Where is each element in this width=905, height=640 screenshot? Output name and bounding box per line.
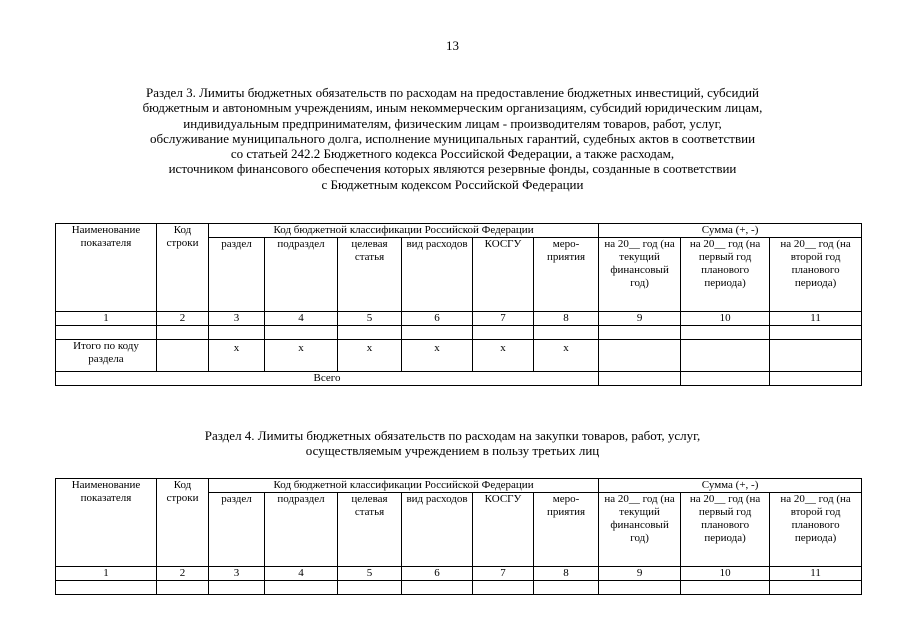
table-cell xyxy=(157,326,209,340)
col-number: 6 xyxy=(402,312,473,326)
table-cell xyxy=(681,340,770,372)
col-number: 10 xyxy=(681,567,770,581)
col-number: 2 xyxy=(157,312,209,326)
col-number: 10 xyxy=(681,312,770,326)
col-number: 8 xyxy=(534,567,599,581)
col-number: 3 xyxy=(209,312,265,326)
section-3-heading xyxy=(40,85,865,192)
table-cell xyxy=(265,326,338,340)
subheader-vid: вид расходов xyxy=(402,238,473,312)
header-kbk: Код бюджетной классификации Российской Федерации xyxy=(209,224,599,238)
table-cell xyxy=(770,372,862,386)
table-cell xyxy=(338,581,402,595)
table-cell xyxy=(473,326,534,340)
itogo-row xyxy=(56,340,862,372)
table-cell xyxy=(473,581,534,595)
table-cell xyxy=(534,326,599,340)
subheader-kosgu: КОСГУ xyxy=(473,493,534,567)
heading-line: Раздел 3. Лимиты бюджетных обязательств по расходам на предоставление бюджетных инвестиций, субсидий xyxy=(146,85,759,100)
subheader-year-2: на 20__ год (на первый год планового периода) xyxy=(681,493,770,567)
heading-line: со статьей 242.2 Бюджетного кодекса Российской Федерации, а также расходам, xyxy=(230,146,675,162)
table-cell xyxy=(599,340,681,372)
col-number: 11 xyxy=(770,312,862,326)
header-sum: Сумма (+, -) xyxy=(599,479,862,493)
col-number: 6 xyxy=(402,567,473,581)
subheader-year-1: на 20__ год (на текущий финансовый год) xyxy=(599,493,681,567)
table-cell xyxy=(681,326,770,340)
subheader-kosgu: КОСГУ xyxy=(473,238,534,312)
table-cell xyxy=(770,340,862,372)
x-mark: х xyxy=(534,340,599,372)
table-cell xyxy=(402,581,473,595)
itogo-label: Итого по коду раздела xyxy=(56,340,157,372)
heading-line: индивидуальным предпринимателям, физическим лицам - производителям товаров, работ, услуг, xyxy=(183,115,722,131)
subheader-year-2: на 20__ год (на первый год планового периода) xyxy=(681,238,770,312)
subheader-meropriyatiya: меро-приятия xyxy=(534,238,599,312)
table-cell xyxy=(599,326,681,340)
col-number: 8 xyxy=(534,312,599,326)
col-number: 3 xyxy=(209,567,265,581)
table-cell xyxy=(209,326,265,340)
col-number: 9 xyxy=(599,312,681,326)
x-mark: х xyxy=(338,340,402,372)
header-code: Код строки xyxy=(157,224,209,312)
col-number: 7 xyxy=(473,312,534,326)
heading-line: осуществляемым учреждением в пользу третьих лиц xyxy=(305,443,600,459)
header-sum: Сумма (+, -) xyxy=(599,224,862,238)
col-number: 4 xyxy=(265,567,338,581)
table-row xyxy=(56,326,862,340)
table-cell xyxy=(770,581,862,595)
subheader-vid: вид расходов xyxy=(402,493,473,567)
col-number: 5 xyxy=(338,312,402,326)
heading-line: источником финансового обеспечения которых являются резервные фонды, созданные в соответствии xyxy=(168,161,737,177)
subheader-podrazdel: подраздел xyxy=(265,493,338,567)
subheader-year-1: на 20__ год (на текущий финансовый год) xyxy=(599,238,681,312)
table-cell xyxy=(56,581,157,595)
header-name: Наименование показателя xyxy=(56,479,157,567)
col-number: 9 xyxy=(599,567,681,581)
table-cell xyxy=(770,326,862,340)
table-cell xyxy=(157,581,209,595)
section-4-table xyxy=(55,478,862,595)
table-cell xyxy=(534,581,599,595)
header-code: Код строки xyxy=(157,479,209,567)
table-cell xyxy=(209,581,265,595)
col-number: 7 xyxy=(473,567,534,581)
x-mark: х xyxy=(473,340,534,372)
heading-line: обслуживание муниципального долга, исполнение муниципальных гарантий, судебных актов в соответствии xyxy=(149,130,756,146)
table-cell xyxy=(157,340,209,372)
col-number: 5 xyxy=(338,567,402,581)
table-cell xyxy=(265,581,338,595)
vsego-row xyxy=(56,372,862,386)
x-mark: х xyxy=(402,340,473,372)
col-number: 1 xyxy=(56,567,157,581)
x-mark: х xyxy=(209,340,265,372)
section-3-table xyxy=(55,223,862,386)
section-4-heading xyxy=(40,428,865,459)
heading-line: Раздел 4. Лимиты бюджетных обязательств по расходам на закупки товаров, работ, услуг, xyxy=(204,428,701,443)
subheader-razdel: раздел xyxy=(209,238,265,312)
table-cell xyxy=(599,372,681,386)
table-cell xyxy=(681,372,770,386)
header-name: Наименование показателя xyxy=(56,224,157,312)
subheader-year-3: на 20__ год (на второй год планового периода) xyxy=(770,493,862,567)
subheader-celevaya: целевая статья xyxy=(338,238,402,312)
subheader-podrazdel: подраздел xyxy=(265,238,338,312)
heading-line: бюджетным и автономным учреждениям, иным некоммерческим организациям, субсидий юридическим лицам, xyxy=(142,100,763,116)
table-row xyxy=(56,581,862,595)
page-number: 13 xyxy=(446,38,459,53)
col-number: 1 xyxy=(56,312,157,326)
col-number: 11 xyxy=(770,567,862,581)
header-kbk: Код бюджетной классификации Российской Федерации xyxy=(209,479,599,493)
subheader-year-3: на 20__ год (на второй год планового периода) xyxy=(770,238,862,312)
vsego-label: Всего xyxy=(56,372,599,386)
table-cell xyxy=(338,326,402,340)
subheader-razdel: раздел xyxy=(209,493,265,567)
subheader-celevaya: целевая статья xyxy=(338,493,402,567)
subheader-meropriyatiya: меро-приятия xyxy=(534,493,599,567)
col-number: 2 xyxy=(157,567,209,581)
table-cell xyxy=(56,326,157,340)
heading-line: с Бюджетным кодексом Российской Федерации xyxy=(321,176,584,192)
table-cell xyxy=(681,581,770,595)
table-cell xyxy=(599,581,681,595)
col-number: 4 xyxy=(265,312,338,326)
table-cell xyxy=(402,326,473,340)
x-mark: х xyxy=(265,340,338,372)
